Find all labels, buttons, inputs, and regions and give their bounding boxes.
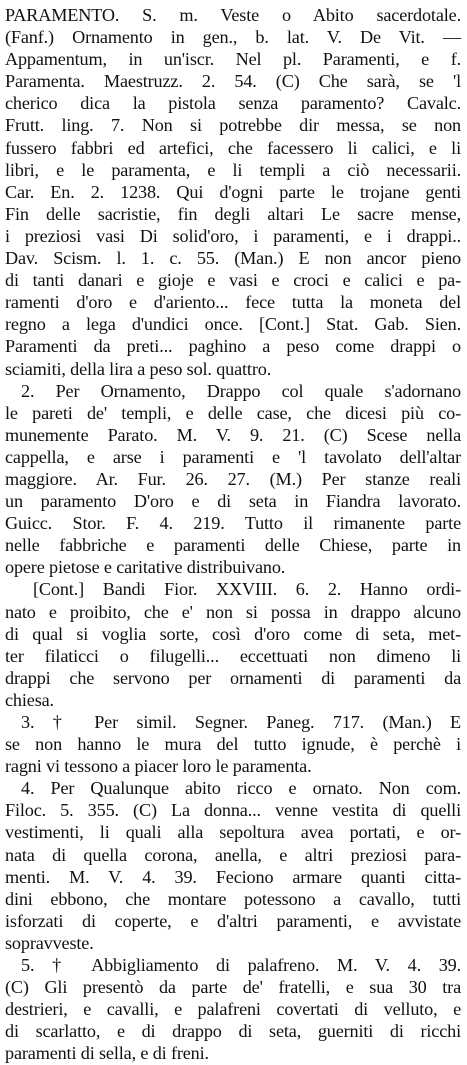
- entry-line: destrieri, e cavalli, e palafreni covertati di velluto, e: [5, 999, 461, 1020]
- entry-line: Paramenta. Maestruzz. 2. 54. (C) Che sarà, se 'l: [5, 71, 461, 92]
- entry-line: i preziosi vasi Di solid'oro, i paramenti, e i drappi..: [5, 225, 461, 246]
- entry-line: menti. M. V. 4. 39. Feciono armare quanti citta-: [5, 866, 461, 887]
- entry-line: di scarlatto, e di drappo di seta, guerniti di ricchi: [5, 1021, 461, 1042]
- entry-line: maggiore. Ar. Fur. 26. 27. (M.) Per stanze reali: [5, 468, 461, 489]
- entry-line: libri, e le paramenta, e li templi a ciò necessarii.: [5, 159, 461, 180]
- entry-line: (C) Gli presentò da parte de' fratelli, e sua 30 tra: [5, 977, 461, 998]
- entry-line: 2. Per Ornamento, Drappo col quale s'adornano: [21, 380, 461, 401]
- entry-line: di tanti danari e gioje e vasi e croci e calici e pa-: [5, 270, 461, 291]
- entry-line: ramenti d'oro e d'ariento... fece tutta la moneta del: [5, 292, 461, 313]
- entry-line: nato e proibito, che e' non si possa in drappo alcuno: [5, 601, 461, 622]
- entry-line: drappi che servono per ornamenti di paramenti da: [5, 667, 461, 688]
- entry-line: opere pietose e caritative distribuivano.: [5, 557, 286, 578]
- entry-line: ragni vi tessono a piacer loro le paramenta.: [5, 756, 312, 777]
- entry-line: sopravveste.: [5, 932, 94, 953]
- entry-line: munemente Parato. M. V. 9. 21. (C) Scese nella: [5, 424, 461, 445]
- entry-line: 4. Per Qualunque abito ricco e ornato. Non com.: [21, 778, 461, 799]
- entry-line: Guicc. Stor. F. 4. 219. Tutto il rimanente parte: [5, 513, 461, 534]
- entry-line: Car. En. 2. 1238. Qui d'ogni parte le trojane genti: [5, 181, 461, 202]
- entry-line: (Fanf.) Ornamento in gen., b. lat. V. De Vit. —: [5, 27, 461, 48]
- entry-line: ter filaticci o filugelli... eccettuati non dimeno li: [5, 645, 461, 666]
- entry-line: di qual si voglia sorte, così d'oro come di seta, met-: [5, 623, 461, 644]
- entry-line: Fin delle sacristie, fin degli altari Le sacre mense,: [5, 203, 461, 224]
- dictionary-entry: [5, 4, 461, 1064]
- entry-line: Paramenti da preti... paghino a peso come drappi o: [5, 336, 461, 357]
- entry-line: PARAMENTO. S. m. Veste o Abito sacerdotale.: [5, 5, 461, 25]
- entry-line: fussero fabbri ed artefici, che facessero li calici, e li: [5, 137, 461, 158]
- entry-line: sciamiti, della lira a peso sol. quattro.: [5, 358, 272, 379]
- entry-line: un paramento D'oro e di seta in Fiandra lavorato.: [5, 491, 461, 512]
- entry-line: regno a lega d'undici once. [Cont.] Stat. Gab. Sien.: [5, 314, 461, 335]
- entry-line: 5. † Abbigliamento di palafreno. M. V. 4. 39.: [21, 955, 461, 976]
- entry-line: Frutt. ling. 7. Non si potrebbe dir messa, se non: [5, 115, 461, 136]
- entry-line: le pareti de' templi, e delle case, che dicesi più co-: [5, 402, 461, 423]
- entry-line: 3. † Per simil. Segner. Paneg. 717. (Man.) E: [21, 712, 461, 732]
- entry-line: dini ebbono, che montare potessono a cavallo, tutti: [5, 888, 461, 909]
- entry-line: nata di quella corona, anella, e altri preziosi para-: [5, 844, 461, 865]
- entry-line: nelle fabbriche e paramenti delle Chiese, parte in: [5, 535, 461, 556]
- entry-line: [Cont.] Bandi Fior. XXVIII. 6. 2. Hanno ordi-: [33, 579, 461, 600]
- entry-line: cappella, e arse i paramenti e 'l tavolato dell'altar: [5, 446, 461, 467]
- entry-line: se non hanno le mura del tutto ignude, è perchè i: [5, 734, 461, 755]
- entry-line: vestimenti, li quali alla sepoltura avea portati, e or-: [5, 822, 461, 843]
- entry-line: isforzati di coperte, e d'altri paramenti, e avvistate: [5, 910, 461, 931]
- entry-line: Dav. Scism. l. 1. c. 55. (Man.) E non ancor pieno: [5, 248, 461, 269]
- entry-line: paramenti di sella, e di freni.: [5, 1043, 209, 1064]
- entry-line: Appamentum, in un'iscr. Nel pl. Paramenti, e f.: [5, 49, 461, 70]
- entry-line: chiesa.: [5, 689, 54, 710]
- entry-line: Filoc. 5. 355. (C) La donna... venne vestita di quelli: [5, 800, 461, 821]
- entry-line: cherico dica la pistola senza paramento? Cavalc.: [5, 93, 461, 114]
